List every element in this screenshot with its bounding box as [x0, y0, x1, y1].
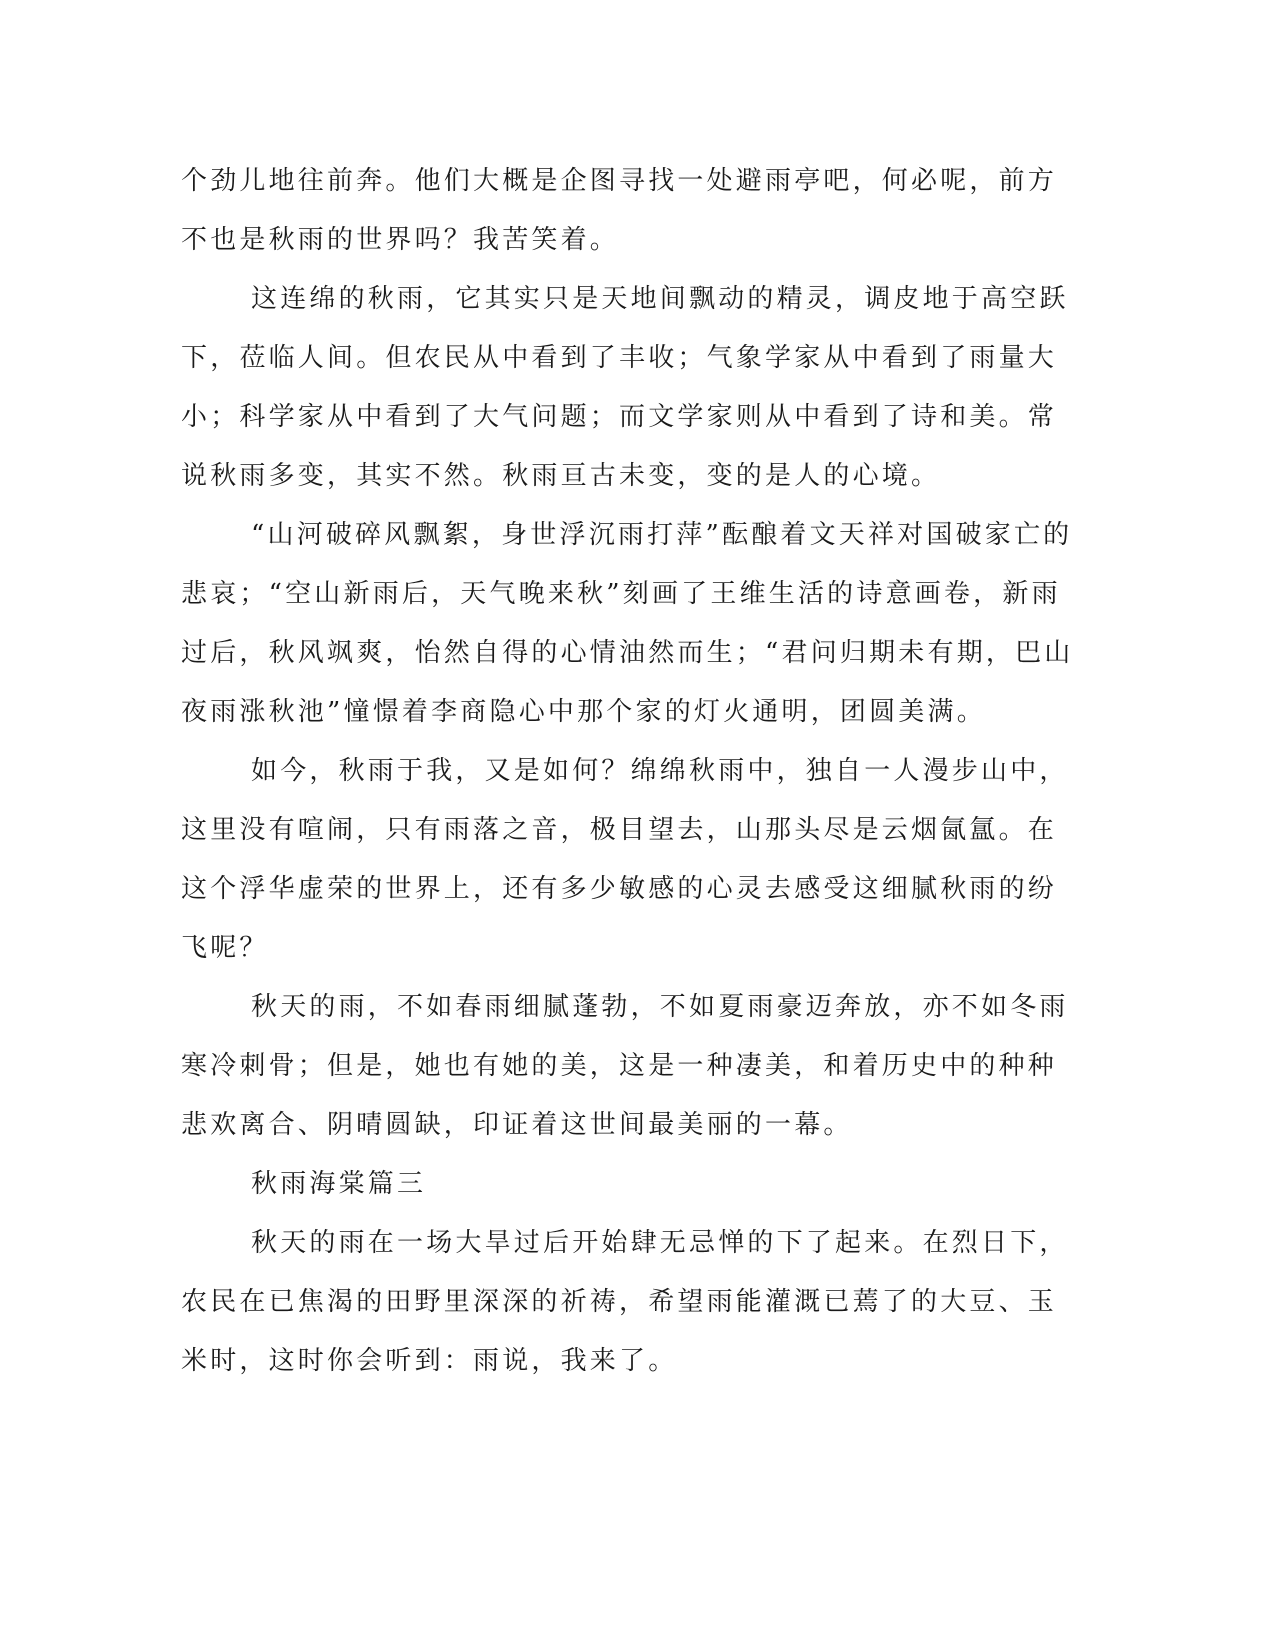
text-line: 这个浮华虚荣的世界上，还有多少敏感的心灵去感受这细腻秋雨的纷 [181, 874, 1058, 904]
text-line: 秋天的雨在一场大旱过后开始肆无忌惮的下了起来。在烈日下， [251, 1228, 1069, 1258]
text-line: 米时，这时你会听到：雨说，我来了。 [181, 1346, 678, 1376]
text-line: “山河破碎风飘絮，身世浮沉雨打萍”酝酿着文天祥对国破家亡的 [251, 520, 1073, 550]
text-line: 这里没有喧闹，只有雨落之音，极目望去，山那头尽是云烟氤氲。在 [181, 815, 1058, 845]
text-line: 农民在已焦渴的田野里深深的祈祷，希望雨能灌溉已蔫了的大豆、玉 [181, 1287, 1058, 1317]
text-line: 个劲儿地往前奔。他们大概是企图寻找一处避雨亭吧，何必呢，前方 [181, 166, 1058, 196]
text-line: 这连绵的秋雨，它其实只是天地间飘动的精灵，调皮地于高空跃 [251, 284, 1069, 314]
text-line: 寒冷刺骨；但是，她也有她的美，这是一种凄美，和着历史中的种种 [181, 1051, 1058, 1081]
text-line: 小；科学家从中看到了大气问题；而文学家则从中看到了诗和美。常 [181, 402, 1058, 432]
text-line: 飞呢？ [181, 933, 269, 963]
text-line: 下，莅临人间。但农民从中看到了丰收；气象学家从中看到了雨量大 [181, 343, 1058, 373]
text-line: 不也是秋雨的世界吗？我苦笑着。 [181, 225, 620, 255]
text-line: 如今，秋雨于我，又是如何？绵绵秋雨中，独自一人漫步山中， [251, 756, 1069, 786]
section-heading: 秋雨海棠篇三 [251, 1169, 427, 1199]
text-line: 秋天的雨，不如春雨细腻蓬勃，不如夏雨豪迈奔放，亦不如冬雨 [251, 992, 1069, 1022]
text-line: 夜雨涨秋池”憧憬着李商隐心中那个家的灯火通明，团圆美满。 [181, 697, 986, 727]
text-line: 过后，秋风飒爽，怡然自得的心情油然而生；“君问归期未有期，巴山 [181, 638, 1074, 668]
text-line: 悲欢离合、阴晴圆缺，印证着这世间最美丽的一幕。 [181, 1110, 853, 1140]
text-line: 说秋雨多变，其实不然。秋雨亘古未变，变的是人的心境。 [181, 461, 941, 491]
text-line: 悲哀；“空山新雨后，天气晚来秋”刻画了王维生活的诗意画卷，新雨 [181, 579, 1061, 609]
